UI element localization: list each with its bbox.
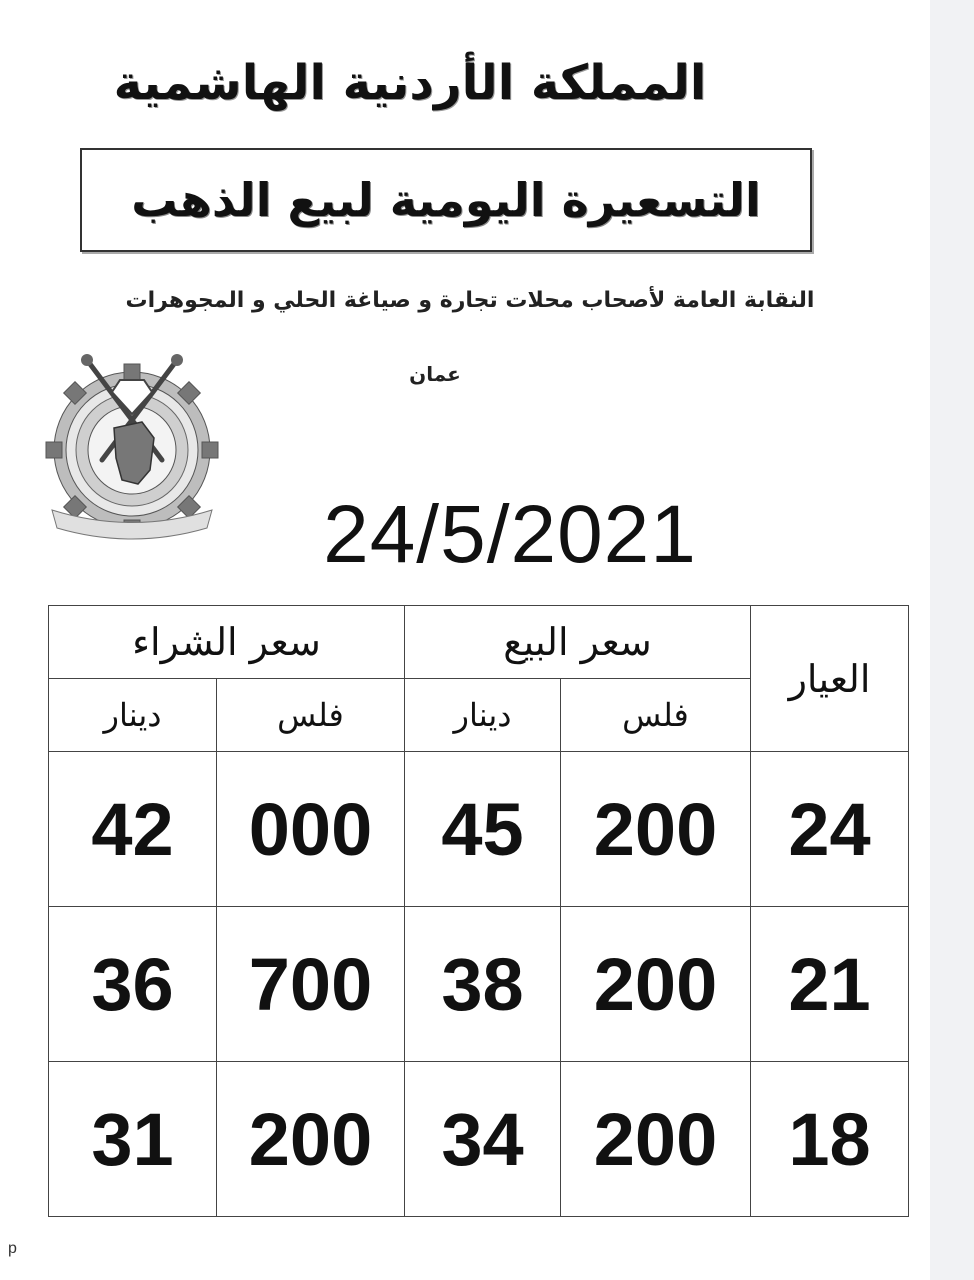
price-date: 24/5/2021 (323, 489, 697, 580)
sell-fils-header: فلس (561, 679, 751, 752)
karat-header: العيار (751, 606, 909, 752)
sell-fils-cell: 200 (561, 1062, 751, 1217)
table-row (49, 1062, 909, 1217)
karat-cell: 21 (751, 907, 909, 1062)
country-name: المملكة الأردنية الهاشمية (113, 55, 707, 111)
page-title: التسعيرة اليومية لبيع الذهب (131, 173, 761, 227)
buy-fils-cell: 000 (217, 752, 405, 907)
buy-fils-cell: 200 (217, 1062, 405, 1217)
table-row (49, 752, 909, 907)
buy-dinar-cell: 31 (49, 1062, 217, 1217)
karat-cell: 24 (751, 752, 909, 907)
gold-price-table (48, 605, 909, 1217)
buy-dinar-cell: 36 (49, 907, 217, 1062)
city-name: عمان (409, 362, 461, 386)
sell-dinar-cell: 34 (405, 1062, 561, 1217)
page-margin-strip (930, 0, 974, 1280)
sell-price-header: سعر البيع (405, 606, 751, 679)
buy-dinar-header: دينار (49, 679, 217, 752)
sell-dinar-cell: 38 (405, 907, 561, 1062)
syndicate-name: النقابة العامة لأصحاب محلات تجارة و صياغة الحلي و المجوهرات (125, 288, 815, 313)
table-row (49, 907, 909, 1062)
sell-fils-cell: 200 (561, 752, 751, 907)
corner-mark: p (8, 1240, 17, 1257)
buy-dinar-cell: 42 (49, 752, 217, 907)
sell-dinar-cell: 45 (405, 752, 561, 907)
sell-dinar-header: دينار (405, 679, 561, 752)
sell-fils-cell: 200 (561, 907, 751, 1062)
buy-fils-cell: 700 (217, 907, 405, 1062)
title-box (80, 148, 812, 252)
syndicate-emblem-icon (42, 350, 222, 550)
karat-cell: 18 (751, 1062, 909, 1217)
buy-fils-header: فلس (217, 679, 405, 752)
buy-price-header: سعر الشراء (49, 606, 405, 679)
